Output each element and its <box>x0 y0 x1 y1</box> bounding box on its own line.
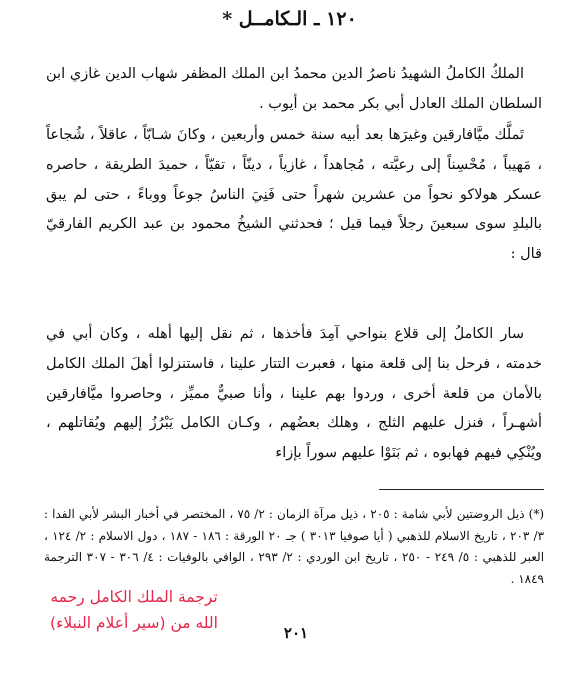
handwritten-annotation <box>4 584 264 636</box>
narration-paragraph: سار الكاملُ إلى قلاع بنواحي آمِدَ فأخذها ، ثم نقل إليها أهله ، وكان أبي في خدمته ، فرحل بنا إلى قلعة منها ، فعبرت التتار علينا ، فاستنزلوا أهلَ الملك الكامل بالأمان من قلعة أخرى ، وردوا بهم علينا ، وأنا صبيٌّ مميِّز ، وحاصروا ميَّافارقين أشهـراً ، فنزل عليهم الثلج ، وهلك بعضُهم ، وكـان الكامل يَبْرُزُ إليهم ويُقاتلهم ، ويُنْكِي فيهم فهابوه ، ثم بَنَوْا عليهم سوراً بإزاء <box>46 326 542 462</box>
footnote-block <box>44 504 544 590</box>
biography-paragraph: تَملَّك ميَّافارقين وغيرَها بعد أبيه سنة خمس وأربعين ، وكانَ شـابّاً ، عاقلاً ، شُجاعاً ، مَهيباً ، مُحْسِناً إلى رعيَّته ، مُجاهداً ، غازياً ، دينّاً ، تقيّاً ، حميدَ الطريقة ، حاصره عسكر هولاكو نحواً من عشرين شهراً حتى فَنِيَ الناسُ جوعاً ووباءً ، حتى لم يبق بالبلدِ سوى سبعينَ رجلاً فيما قيل ؛ فحدثني الشيخُ محمود بن عبد الكريم الفارقيّ قال : <box>46 127 542 263</box>
biography-paragraph-block <box>46 121 542 270</box>
annotation-line-1: ترجمة الملك الكامل رحمه <box>50 588 218 606</box>
footnote-text: (*) ذيل الروضتين لأبي شامة : ٢٠٥ ، ذيل مرآة الزمان : ٢/ ٧٥ ، المختصر في أخبار البشر لأبي الفدا : ٣/ ٢٠٣ ، تاريخ الاسلام للذهبي ( أيا صوفيا ٣٠١٣ ) جـ ٢٠ الورقة : ١٨٦ - ١٨٧ ، دول الاسلام : ٢/ ١٢٤ ، العبر للذهبي : ٥/ ٢٤٩ - ٢٥٠ ، تاريخ ابن الوردي : ٢/ ٢٩٣ ، الوافي بالوفيات : ٤/ ٣٠٦ - ٣٠٧ الترجمة ١٨٤٩ . <box>44 507 545 586</box>
entry-heading: ١٢٠ ـ الـكامــل * <box>222 8 357 30</box>
annotation-line-2: الله من (سير أعلام النبلاء) <box>50 614 218 632</box>
footnote-divider <box>379 489 544 490</box>
narration-paragraph-block <box>46 320 542 469</box>
page-number: ٢٠١ <box>283 624 309 642</box>
intro-paragraph-block <box>46 60 542 120</box>
intro-paragraph: الملكُ الكاملُ الشهيدُ ناصرُ الدين محمدُ ابن الملك المظفر شهاب الدين غازي ابن السلطان الملك العادل أبي بكر محمد بن أيوب . <box>46 66 542 112</box>
